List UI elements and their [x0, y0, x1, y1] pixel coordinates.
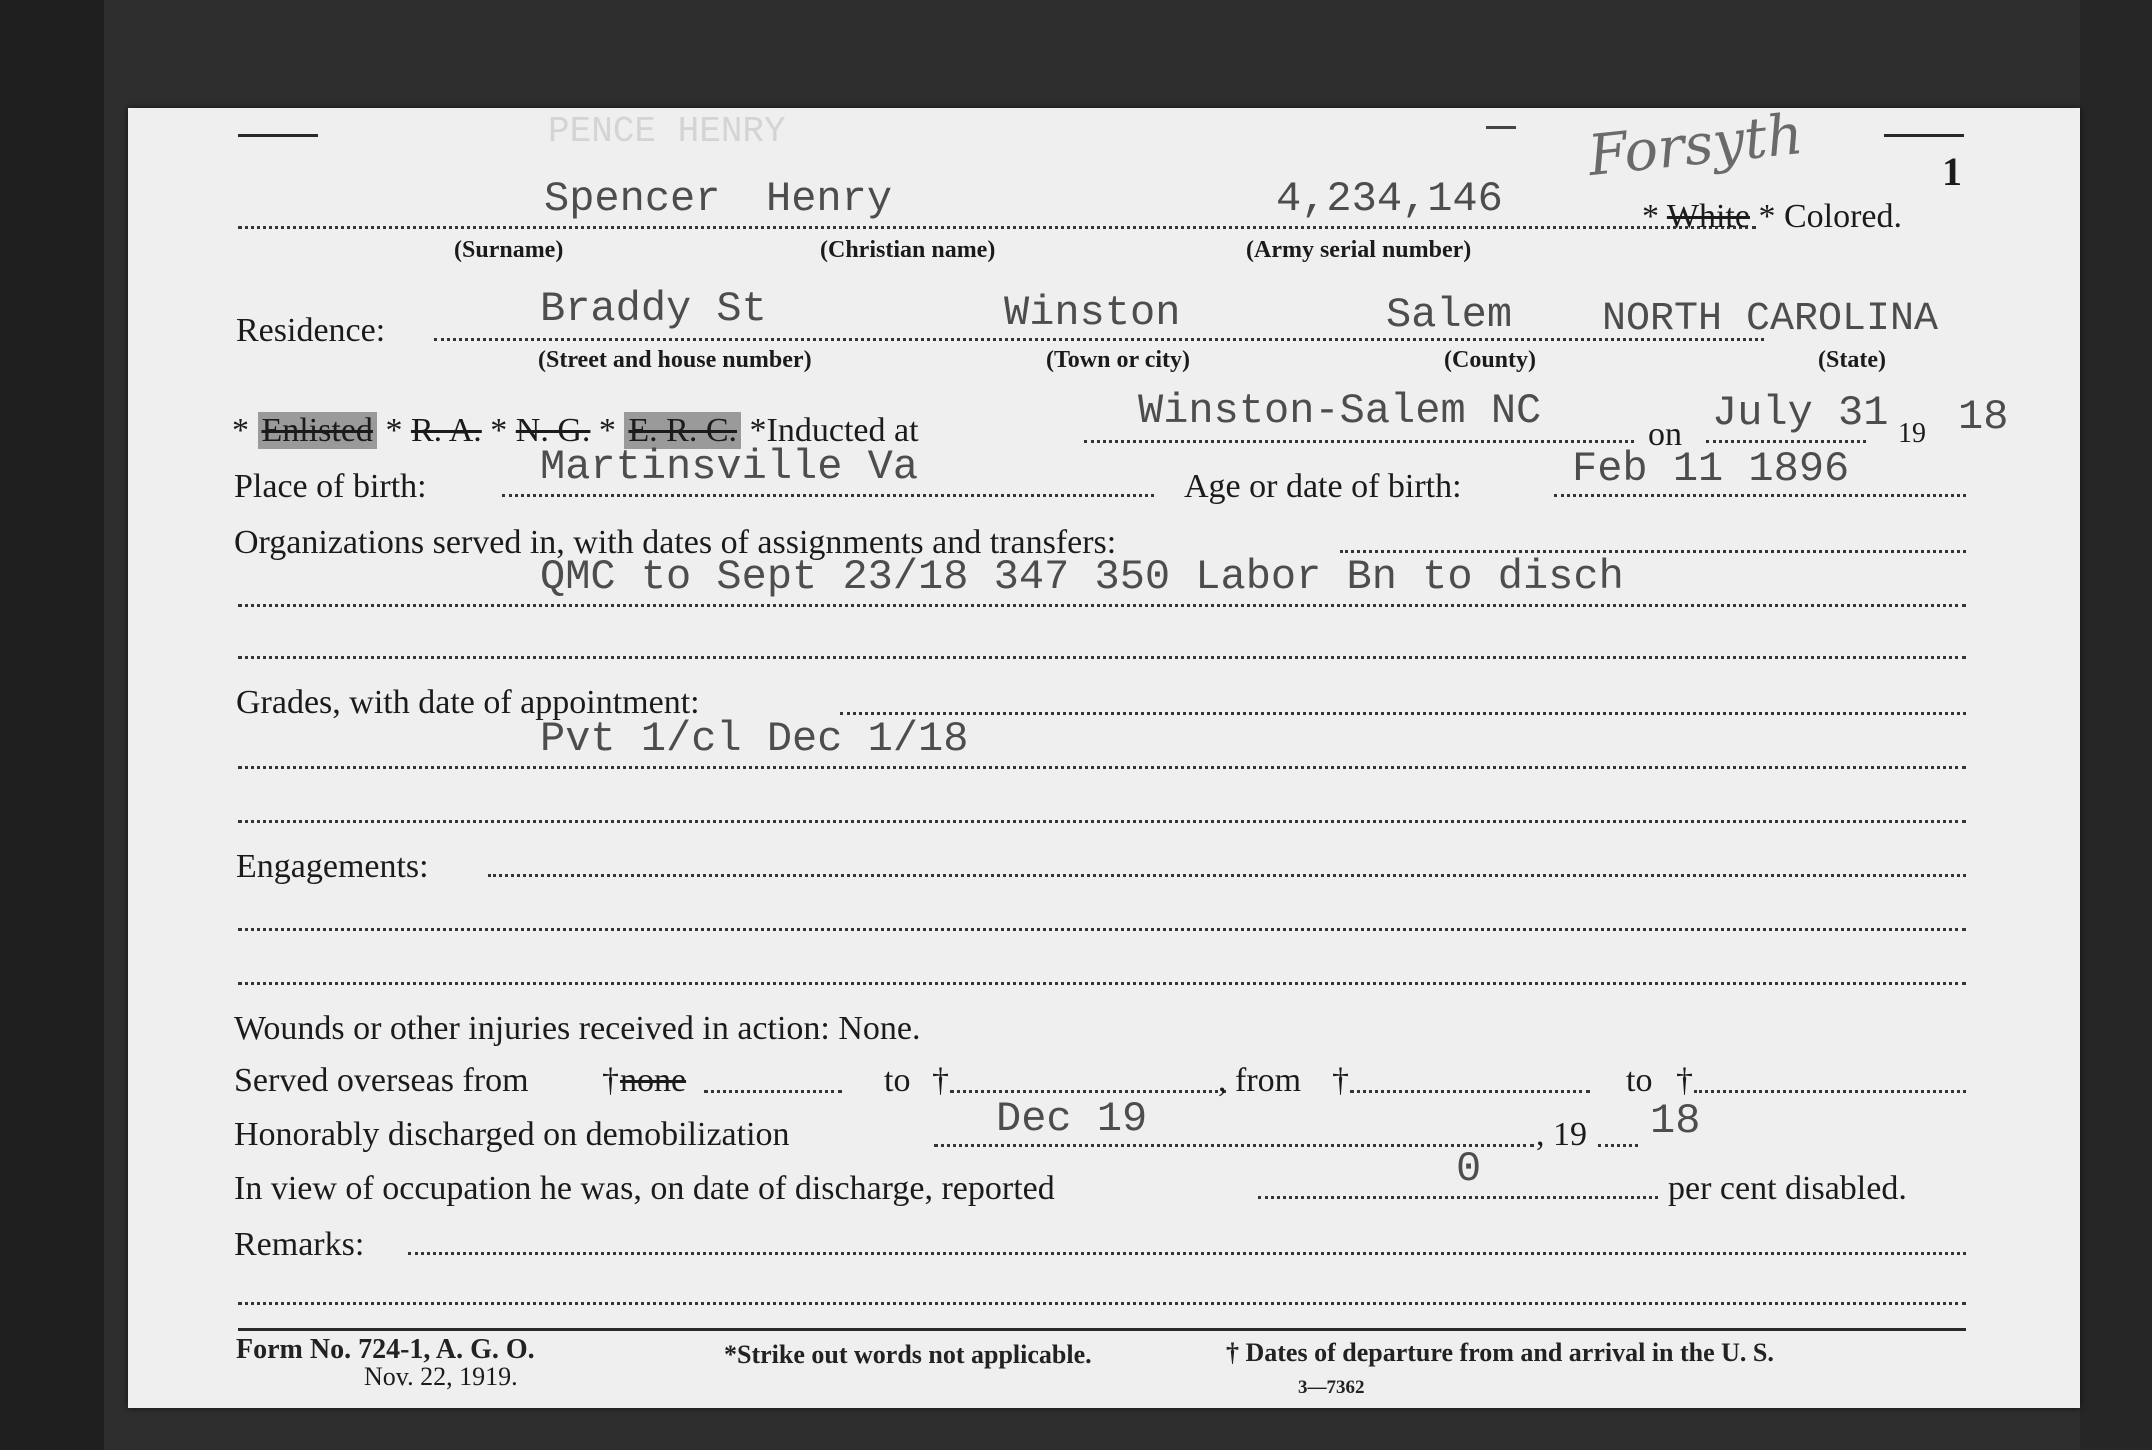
- service-record-card: [128, 101, 2080, 1408]
- disability-value: 0: [1456, 1145, 1482, 1193]
- race-options: * White * Colored.: [1642, 198, 1903, 235]
- disability-label: In view of occupation he was, on date of discharge, reported: [234, 1170, 1055, 1207]
- organizations-line-2: [238, 604, 1966, 607]
- surname-value: Spencer: [544, 175, 721, 223]
- christian-name-value: Henry: [766, 175, 893, 223]
- printer-code: 3—7362: [1298, 1377, 1365, 1398]
- serial-number-value: 4,234,146: [1276, 175, 1503, 223]
- form-number: Form No. 724-1, A. G. O.: [236, 1334, 535, 1365]
- town-caption: (Town or city): [1046, 347, 1190, 373]
- induction-date-line: [1706, 440, 1866, 443]
- top-right-rule: [1884, 134, 1964, 137]
- residence-label: Residence:: [236, 312, 386, 349]
- scan-border-right: [2080, 0, 2152, 1450]
- street-caption: (Street and house number): [538, 347, 812, 373]
- induction-year-prefix: 19: [1898, 418, 1926, 449]
- discharge-label: Honorably discharged on demobilization: [234, 1116, 790, 1153]
- grades-label: Grades, with date of appointment:: [236, 684, 700, 721]
- discharge-date-value: Dec 19: [996, 1095, 1148, 1143]
- overseas-dagger-1: †: [602, 1062, 619, 1099]
- grades-line-3: [238, 820, 1966, 823]
- remarks-label: Remarks:: [234, 1226, 365, 1263]
- top-left-rule: [238, 134, 318, 137]
- overseas-line-4: [1694, 1090, 1966, 1093]
- christian-name-caption: (Christian name): [820, 237, 996, 263]
- discharge-date-line: [934, 1144, 1534, 1147]
- engagements-line-3: [238, 982, 1966, 985]
- inducted-label: Inducted at: [766, 412, 919, 449]
- overseas-dagger-2: †: [932, 1062, 949, 1099]
- remarks-line-1: [408, 1252, 1966, 1255]
- engagements-line-2: [238, 928, 1966, 931]
- overseas-line-2: [950, 1090, 1226, 1093]
- disability-line: [1258, 1196, 1658, 1199]
- organizations-line-3: [238, 656, 1966, 659]
- form-date: Nov. 22, 1919.: [364, 1362, 518, 1391]
- ng-struck: N. G.: [515, 412, 591, 449]
- overseas-from-value: none: [620, 1062, 687, 1099]
- date-of-birth-line: [1554, 494, 1966, 497]
- remarks-line-2: [238, 1302, 1966, 1305]
- grades-line-2: [238, 766, 1966, 769]
- place-of-birth-value: Martinsville Va: [540, 443, 919, 491]
- ra-struck: R. A.: [410, 412, 482, 449]
- place-of-birth-line: [502, 494, 1154, 497]
- race-white-struck: White: [1666, 198, 1750, 235]
- overseas-from: , from: [1218, 1062, 1302, 1099]
- organizations-value: QMC to Sept 23/18 347 350 Labor Bn to disch: [540, 553, 1624, 601]
- enlisted-struck: Enlisted: [258, 412, 377, 449]
- grades-value: Pvt 1/cl Dec 1/18: [540, 715, 969, 763]
- engagements-line-1: [488, 874, 1966, 877]
- overseas-dagger-4: †: [1676, 1062, 1693, 1099]
- scan-border-left: [0, 0, 104, 1450]
- overseas-label: Served overseas from: [234, 1062, 529, 1099]
- overseas-line-1: [704, 1090, 842, 1093]
- card-number: 1: [1942, 149, 1962, 194]
- surname-caption: (Surname): [454, 237, 564, 263]
- strike-note: *Strike out words not applicable.: [724, 1340, 1092, 1369]
- serial-caption: (Army serial number): [1246, 237, 1472, 263]
- place-of-birth-label: Place of birth:: [234, 468, 427, 505]
- residence-state: NORTH CAROLINA: [1602, 297, 1939, 342]
- grades-line-1: [840, 712, 1966, 715]
- state-caption: (State): [1818, 347, 1886, 373]
- county-annotation: Forsyth: [1585, 101, 1806, 190]
- residence-county: Salem: [1386, 291, 1513, 339]
- discharge-year-line: [1598, 1144, 1638, 1147]
- induction-year-value: 18: [1958, 393, 2009, 441]
- county-caption: (County): [1444, 347, 1537, 373]
- on-label: on: [1648, 416, 1682, 453]
- inducted-at-value: Winston-Salem NC: [1138, 387, 1542, 435]
- dates-note: † Dates of departure from and arrival in the U. S.: [1226, 1338, 1774, 1367]
- bleed-through-text: PENCE HENRY: [548, 111, 786, 152]
- induction-date-value: July 31: [1712, 389, 1889, 437]
- dash-mark: [1486, 126, 1516, 129]
- race-colored: Colored.: [1783, 198, 1903, 235]
- inducted-at-line: [1084, 440, 1634, 443]
- organizations-label: Organizations served in, with dates of assignments and transfers:: [234, 524, 1117, 561]
- age-label: Age or date of birth:: [1184, 468, 1462, 505]
- service-branch-options: * Enlisted * R. A. * N. G. * E. R. C. *Inducted at: [232, 412, 919, 449]
- disability-suffix: per cent disabled.: [1668, 1170, 1907, 1207]
- residence-town: Winston: [1004, 289, 1181, 337]
- overseas-to-1: to: [884, 1062, 911, 1099]
- engagements-label: Engagements:: [236, 848, 429, 885]
- overseas-to-2: to: [1626, 1062, 1653, 1099]
- wounds-text: Wounds or other injuries received in action: None.: [234, 1010, 921, 1047]
- footer-rule: [238, 1328, 1966, 1331]
- discharge-year-value: 18: [1650, 1097, 1701, 1145]
- erc-struck: E. R. C.: [624, 412, 741, 449]
- overseas-line-3: [1350, 1090, 1590, 1093]
- discharge-year-prefix: , 19: [1536, 1116, 1587, 1153]
- overseas-dagger-3: †: [1332, 1062, 1349, 1099]
- name-line: [238, 226, 1756, 229]
- residence-street: Braddy St: [540, 285, 767, 333]
- date-of-birth-value: Feb 11 1896: [1572, 445, 1850, 493]
- residence-line: [434, 338, 1764, 341]
